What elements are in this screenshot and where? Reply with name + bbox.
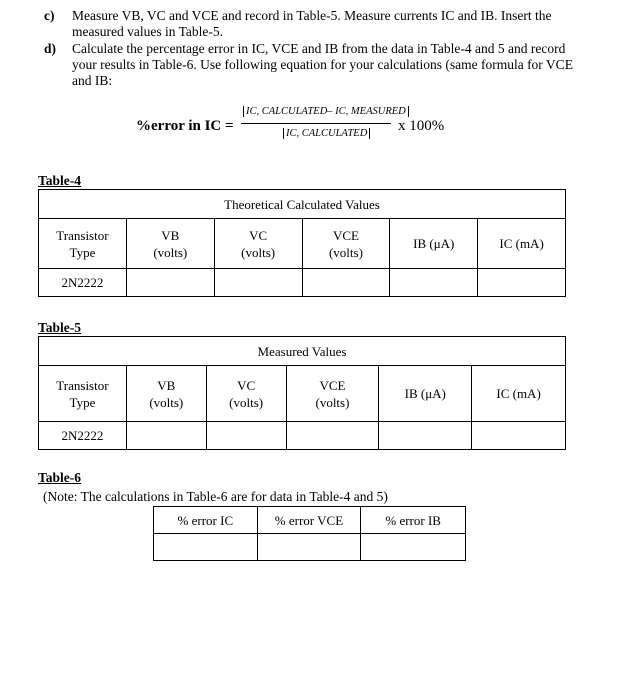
- table4-header: Theoretical Calculated Values: [39, 190, 566, 219]
- formula-denominator: IC, CALCULATED: [283, 128, 370, 139]
- table6-cell[interactable]: [257, 534, 361, 561]
- error-formula: [136, 106, 466, 150]
- table4-cell: 2N2222: [39, 269, 127, 297]
- table6: [153, 506, 466, 561]
- table4: [38, 189, 566, 297]
- table5-label: Table-5: [38, 320, 82, 335]
- table5-col-header: IB (μA): [379, 366, 472, 422]
- table4-col-header: VCE (volts): [302, 219, 390, 269]
- table4-col-header: VB (volts): [126, 219, 214, 269]
- table4-label: Table-4: [38, 173, 82, 188]
- table5-cell: 2N2222: [39, 422, 127, 450]
- table4-col-header: VC (volts): [214, 219, 302, 269]
- table5-col-header: VC (volts): [206, 366, 286, 422]
- table5-cell[interactable]: [126, 422, 206, 450]
- table5-header: Measured Values: [39, 337, 566, 366]
- fraction-bar: [241, 123, 391, 124]
- table6-col-header: % error VCE: [257, 507, 361, 534]
- table4-col-header: IB (μA): [390, 219, 478, 269]
- table5-col-header: VB (volts): [126, 366, 206, 422]
- table6-col-header: % error IB: [361, 507, 466, 534]
- instruction-text: Measure VB, VC and VCE and record in Table-5. Measure currents IC and IB. Insert the measured values in Table-5.: [72, 8, 552, 39]
- table5-cell[interactable]: [472, 422, 566, 450]
- formula-label: %error in IC =: [136, 118, 234, 134]
- table4-cell[interactable]: [390, 269, 478, 297]
- table5-col-header: Transistor Type: [39, 366, 127, 422]
- instruction-marker: c): [44, 8, 55, 23]
- instruction-marker: d): [44, 41, 57, 56]
- table4-cell[interactable]: [214, 269, 302, 297]
- table5-cell[interactable]: [286, 422, 379, 450]
- table5-cell[interactable]: [379, 422, 472, 450]
- table4-cell[interactable]: [302, 269, 390, 297]
- table6-cell[interactable]: [154, 534, 258, 561]
- table5-col-header: IC (mA): [472, 366, 566, 422]
- table6-label: Table-6: [38, 470, 82, 485]
- table4-cell[interactable]: [478, 269, 566, 297]
- table5: [38, 336, 566, 450]
- table4-col-header: IC (mA): [478, 219, 566, 269]
- formula-numerator: IC, CALCULATED– IC, MEASURED: [243, 106, 409, 117]
- table6-note: (Note: The calculations in Table-6 are for data in Table-4 and 5): [43, 489, 388, 504]
- formula-factor: x 100%: [398, 118, 445, 134]
- instruction-text: Calculate the percentage error in IC, VCE and IB from the data in Table-4 and 5 and record your results in Table-6. Use following equation for your calculations (same formula for VCE and IB:: [72, 41, 573, 88]
- table4-cell[interactable]: [126, 269, 214, 297]
- table4-col-header: Transistor Type: [39, 219, 127, 269]
- table6-cell[interactable]: [361, 534, 466, 561]
- table6-col-header: % error IC: [154, 507, 258, 534]
- table5-cell[interactable]: [206, 422, 286, 450]
- table5-col-header: VCE (volts): [286, 366, 379, 422]
